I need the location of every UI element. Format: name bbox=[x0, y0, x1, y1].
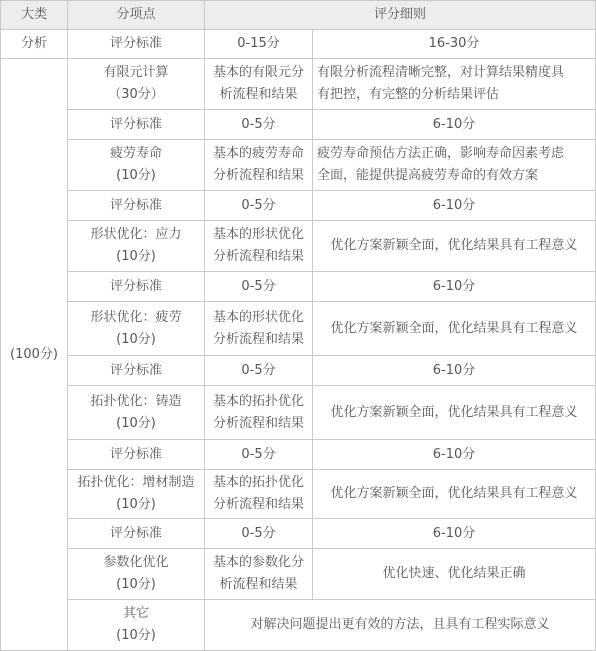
item-score-line: (10分) bbox=[116, 168, 156, 183]
standard-high: 6-10分 bbox=[313, 440, 596, 470]
category-name: 分析 bbox=[1, 30, 68, 59]
table-row bbox=[1, 549, 596, 600]
basic-line: 分析流程和结果 bbox=[212, 168, 304, 183]
item-name bbox=[68, 600, 205, 651]
standard-high: 6-10分 bbox=[313, 110, 596, 140]
standard-label: 评分标准 bbox=[68, 356, 205, 386]
standard-high: 16-30分 bbox=[313, 30, 596, 59]
basic-line: 基本的有限元分 bbox=[212, 65, 304, 80]
detail-line: 全面，能提供提高疲劳寿命的有效方案 bbox=[317, 168, 539, 183]
category-score: (100分) bbox=[1, 59, 68, 651]
table-header-row bbox=[1, 1, 596, 30]
advanced-criteria bbox=[313, 59, 596, 110]
item-score-line: (10分) bbox=[116, 331, 156, 347]
table-row bbox=[1, 470, 596, 519]
header-item: 分项点 bbox=[68, 1, 205, 30]
advanced-criteria: 优化方案新颖全面，优化结果具有工程意义 bbox=[313, 221, 596, 272]
basic-line: 分析流程和结果 bbox=[212, 497, 304, 512]
item-name bbox=[68, 386, 205, 440]
table-row bbox=[1, 221, 596, 272]
table-row bbox=[1, 519, 596, 549]
table-row bbox=[1, 600, 596, 651]
item-name bbox=[68, 470, 205, 519]
advanced-criteria: 优化快速、优化结果正确 bbox=[313, 549, 596, 600]
advanced-criteria bbox=[313, 140, 596, 191]
table-row bbox=[1, 302, 596, 356]
advanced-criteria: 优化方案新颖全面，优化结果具有工程意义 bbox=[313, 302, 596, 356]
basic-criteria bbox=[205, 386, 313, 440]
header-category: 大类 bbox=[1, 1, 68, 30]
item-score-line: (10分) bbox=[116, 577, 156, 592]
basic-line: 基本的形状优化 bbox=[212, 309, 304, 325]
standard-low: 0-5分 bbox=[205, 519, 313, 549]
standard-low: 0-15分 bbox=[205, 30, 313, 59]
item-name bbox=[68, 302, 205, 356]
standard-high: 6-10分 bbox=[313, 191, 596, 221]
standard-low: 0-5分 bbox=[205, 356, 313, 386]
standard-label: 评分标准 bbox=[68, 519, 205, 549]
item-score-line: （30分） bbox=[108, 87, 164, 102]
basic-criteria bbox=[205, 302, 313, 356]
standard-low: 0-5分 bbox=[205, 191, 313, 221]
basic-criteria bbox=[205, 59, 313, 110]
basic-line: 析流程和结果 bbox=[219, 87, 298, 102]
other-criteria: 对解决问题提出更有效的方法，且具有工程实际意义 bbox=[205, 600, 596, 651]
item-name-line: 其它 bbox=[122, 606, 149, 621]
basic-line: 基本的疲劳寿命 bbox=[212, 146, 304, 161]
standard-high: 6-10分 bbox=[313, 519, 596, 549]
basic-line: 基本的拓扑优化 bbox=[212, 393, 304, 409]
item-score-line: (10分) bbox=[116, 497, 156, 512]
table-row bbox=[1, 110, 596, 140]
advanced-criteria: 优化方案新颖全面，优化结果具有工程意义 bbox=[313, 386, 596, 440]
basic-criteria bbox=[205, 140, 313, 191]
standard-label: 评分标准 bbox=[68, 30, 205, 59]
item-name bbox=[68, 221, 205, 272]
item-score-line: (10分) bbox=[116, 415, 156, 431]
item-name-line: 拓扑优化：增材制造 bbox=[77, 475, 195, 490]
detail-line: 有限分析流程清晰完整，对计算结果精度具 bbox=[317, 65, 565, 80]
standard-label: 评分标准 bbox=[68, 440, 205, 470]
item-name bbox=[68, 549, 205, 600]
item-name-line: 形状优化：疲劳 bbox=[90, 309, 182, 325]
table-row bbox=[1, 140, 596, 191]
standard-low: 0-5分 bbox=[205, 110, 313, 140]
standard-low: 0-5分 bbox=[205, 440, 313, 470]
item-name bbox=[68, 140, 205, 191]
item-score-line: (10分) bbox=[116, 249, 156, 264]
basic-line: 基本的拓扑优化 bbox=[212, 475, 304, 490]
item-name-line: 拓扑优化：铸造 bbox=[90, 393, 182, 409]
basic-line: 基本的形状优化 bbox=[212, 227, 304, 242]
advanced-criteria: 优化方案新颖全面，优化结果具有工程意义 bbox=[313, 470, 596, 519]
detail-line: 疲劳寿命预估方法正确，影响寿命因素考虑 bbox=[317, 146, 565, 161]
standard-label: 评分标准 bbox=[68, 191, 205, 221]
table-row bbox=[1, 440, 596, 470]
table-row bbox=[1, 386, 596, 440]
table-row bbox=[1, 59, 596, 110]
detail-line: 有把控，有完整的分析结果评估 bbox=[317, 87, 500, 102]
table-row bbox=[1, 272, 596, 302]
basic-criteria bbox=[205, 470, 313, 519]
item-name-line: 形状优化：应力 bbox=[90, 227, 182, 242]
basic-criteria bbox=[205, 549, 313, 600]
item-name-line: 疲劳寿命 bbox=[109, 146, 162, 161]
standard-low: 0-5分 bbox=[205, 272, 313, 302]
standard-high: 6-10分 bbox=[313, 356, 596, 386]
basic-line: 基本的参数化分 bbox=[212, 555, 304, 570]
basic-line: 析流程和结果 bbox=[219, 577, 298, 592]
header-rules: 评分细则 bbox=[205, 1, 596, 30]
basic-line: 分析流程和结果 bbox=[212, 331, 304, 347]
item-name bbox=[68, 59, 205, 110]
basic-line: 分析流程和结果 bbox=[212, 249, 304, 264]
item-name-line: 有限元计算 bbox=[103, 65, 169, 80]
basic-criteria bbox=[205, 221, 313, 272]
table-row bbox=[1, 30, 596, 59]
basic-line: 分析流程和结果 bbox=[212, 415, 304, 431]
standard-label: 评分标准 bbox=[68, 110, 205, 140]
standard-high: 6-10分 bbox=[313, 272, 596, 302]
item-score-line: (10分) bbox=[116, 628, 156, 643]
table-row bbox=[1, 191, 596, 221]
item-name-line: 参数化优化 bbox=[103, 555, 169, 570]
table-row bbox=[1, 356, 596, 386]
standard-label: 评分标准 bbox=[68, 272, 205, 302]
